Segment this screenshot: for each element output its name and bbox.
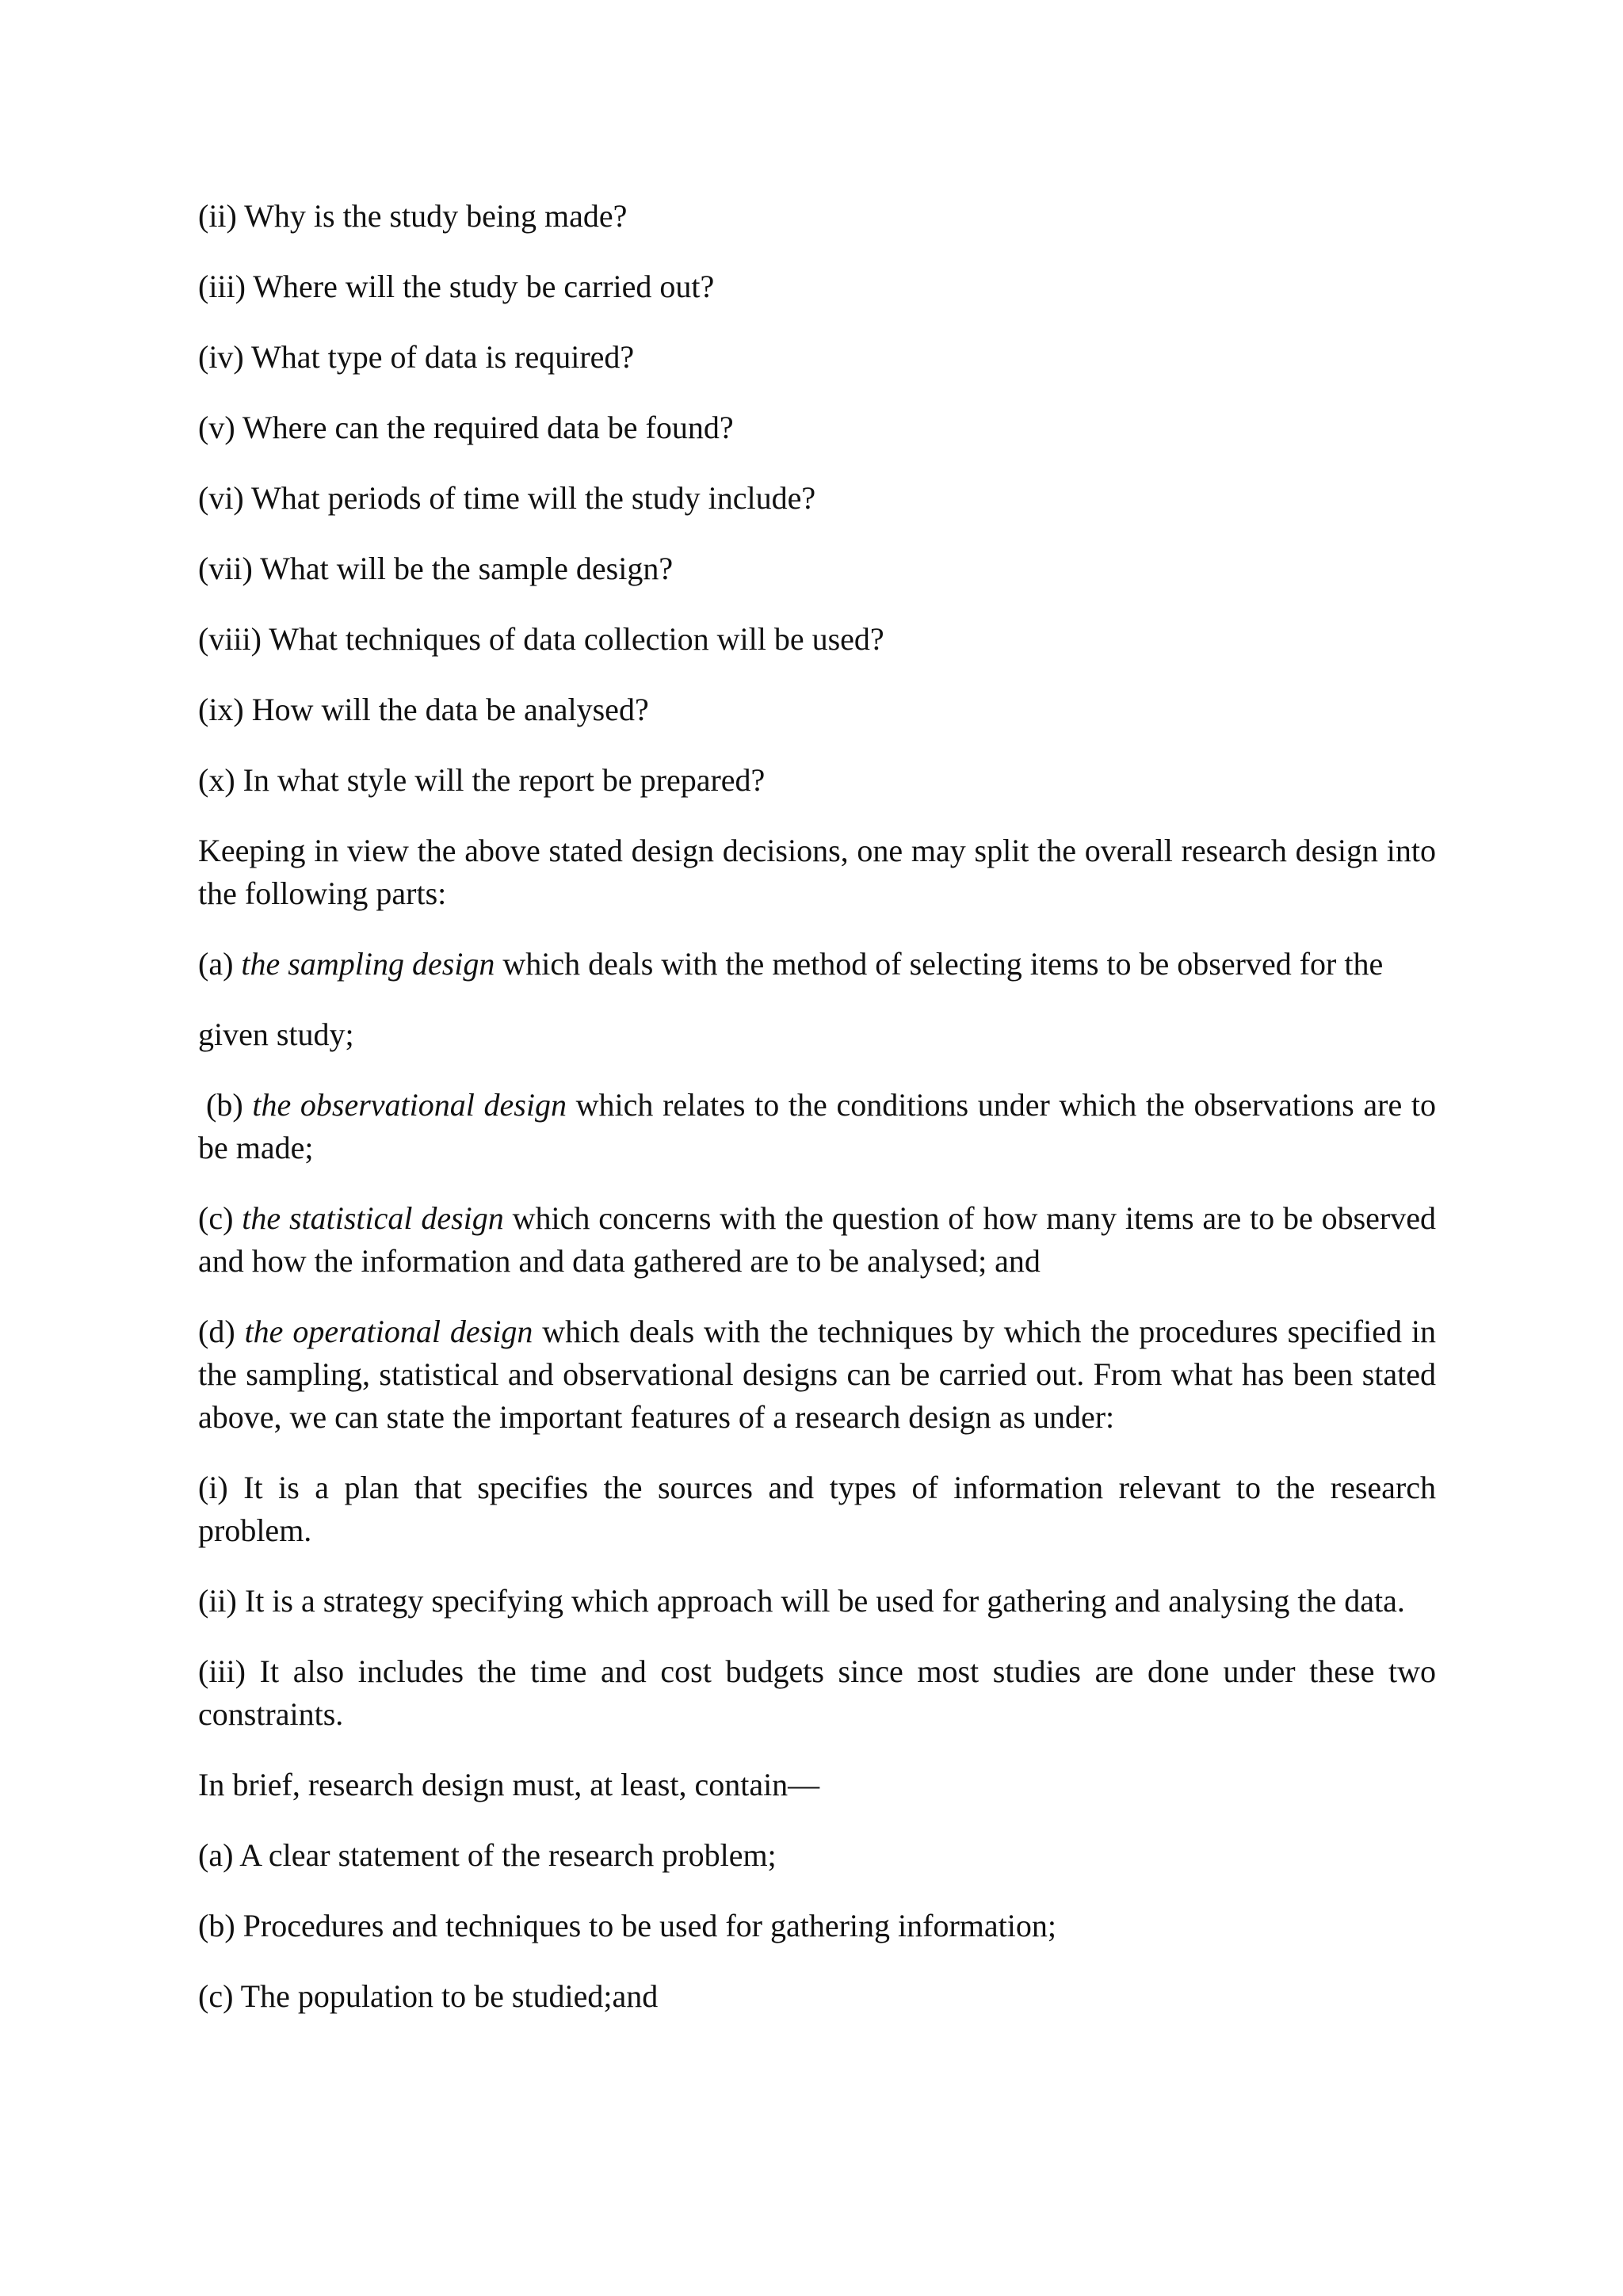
question-v: (v) Where can the required data be found? xyxy=(198,410,734,445)
document-page xyxy=(198,195,1436,2046)
question-ix: (ix) How will the data be analysed? xyxy=(198,692,649,727)
part-a-continuation: given study; xyxy=(198,1016,354,1052)
question-x: (x) In what style will the report be prepared? xyxy=(198,762,766,798)
part-b-prefix: (b) xyxy=(206,1087,253,1123)
question-ii: (ii) Why is the study being made? xyxy=(198,198,628,234)
part-c-text: which concerns with the question of how many items are to be observed and how the information and data gathered are to be analysed; and xyxy=(198,1200,1436,1279)
content-a: (a) A clear statement of the research problem; xyxy=(198,1837,777,1873)
part-d-prefix: (d) xyxy=(198,1314,245,1349)
feature-i: (i) It is a plan that specifies the sources and types of information relevant to the research problem. xyxy=(198,1470,1436,1548)
part-a-text: which deals with the method of selecting items to be observed for the xyxy=(495,946,1384,982)
part-a xyxy=(198,943,1436,986)
part-b-term: the observational design xyxy=(252,1087,567,1123)
part-b-text: which relates to the conditions under which the observations are to be made; xyxy=(198,1087,1437,1165)
part-b xyxy=(198,1084,1436,1169)
part-d-text: which deals with the techniques by which the procedures specified in the sampling, statistical and observational designs can be carried out. From what has been stated above, we can state the important features of a research design as under: xyxy=(198,1314,1436,1435)
question-viii: (viii) What techniques of data collection will be used? xyxy=(198,621,884,657)
brief-statement: In brief, research design must, at least, contain— xyxy=(198,1767,820,1802)
question-vii: (vii) What will be the sample design? xyxy=(198,551,674,586)
question-iii: (iii) Where will the study be carried out? xyxy=(198,269,715,304)
part-a-term: the sampling design xyxy=(241,946,495,982)
part-d xyxy=(198,1310,1436,1439)
intro-paragraph: Keeping in view the above stated design decisions, one may split the overall research design into the following parts: xyxy=(198,833,1436,911)
feature-iii: (iii) It also includes the time and cost budgets since most studies are done under these two constraints. xyxy=(198,1653,1436,1732)
part-c-prefix: (c) xyxy=(198,1200,242,1236)
part-d-term: the operational design xyxy=(244,1314,533,1349)
content-b: (b) Procedures and techniques to be used for gathering information; xyxy=(198,1908,1057,1943)
part-a-prefix: (a) xyxy=(198,946,242,982)
question-vi: (vi) What periods of time will the study include? xyxy=(198,480,816,516)
part-c xyxy=(198,1197,1436,1283)
content-c: (c) The population to be studied;and xyxy=(198,1978,659,2014)
part-c-term: the statistical design xyxy=(242,1200,504,1236)
question-iv: (iv) What type of data is required? xyxy=(198,339,635,375)
feature-ii: (ii) It is a strategy specifying which approach will be used for gathering and analysing the data. xyxy=(198,1583,1405,1619)
